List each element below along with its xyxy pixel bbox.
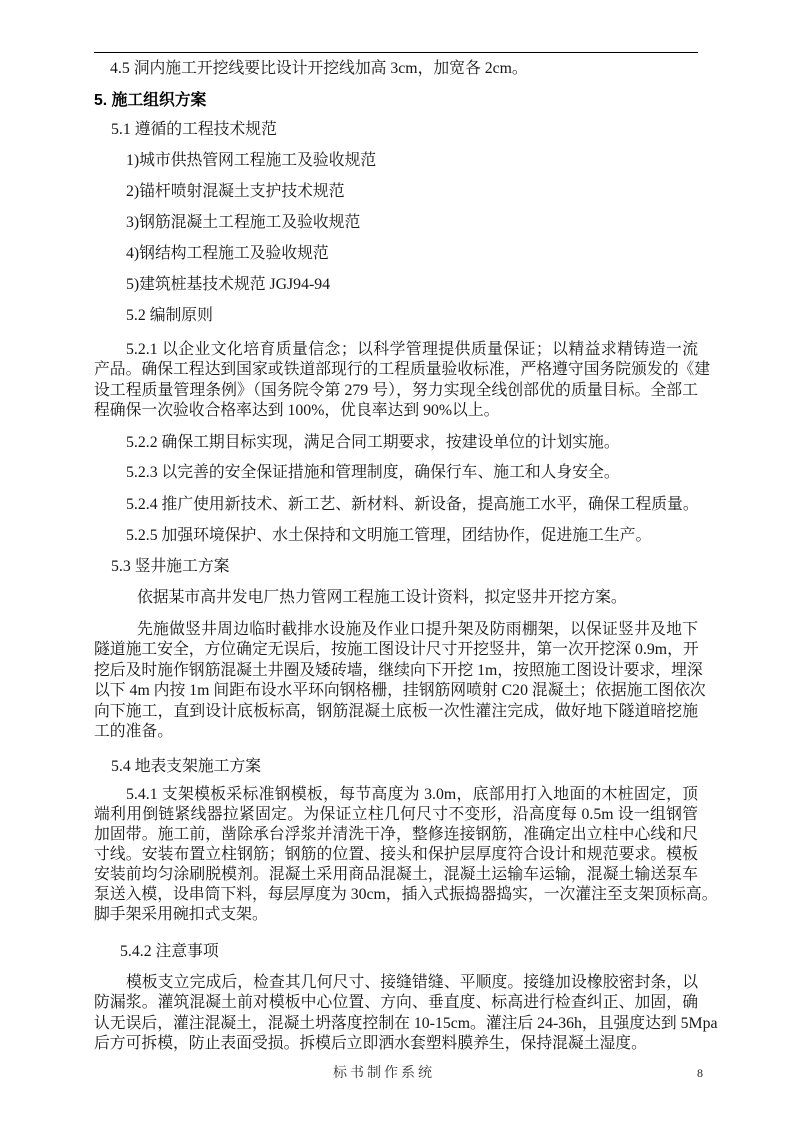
text-line: 5.2.3 以完善的安全保证措施和管理制度，确保行车、施工和人身安全。 (126, 464, 620, 481)
standard-item-1 (126, 151, 376, 171)
text-line: 安装前均匀涂刷脱模剂。混凝土采用商品混凝土，混凝土运输车运输，混凝土输送泵车 (94, 866, 698, 883)
text-line: 3)钢筋混凝土工程施工及验收规范 (126, 214, 361, 231)
text-line: 5.2 编制原则 (126, 307, 213, 324)
text-line: 防漏浆。灌筑混凝土前对模板中心位置、方向、垂直度、标高进行检查纠正、加固，确 (94, 994, 698, 1012)
principle-5-2-1 (94, 340, 711, 422)
text-line: 5.4 地表支架施工方案 (111, 758, 262, 775)
text-line: 5)建筑桩基技术规范 JGJ94-94 (126, 276, 331, 293)
subsection-5-4-title (111, 757, 261, 777)
text-line: 隧道施工安全，方位确定无误后，按施工图设计尺寸开挖竖井，第一次开挖深 0.9m，开 (94, 641, 699, 659)
text-line: 程确保一次验收合格率达到 100%，优良率达到 90%以上。 (94, 402, 500, 420)
principle-5-2-4 (126, 495, 699, 515)
principle-5-2-5 (126, 526, 651, 546)
text-line: 5.2.2 确保工期目标实现，满足合同工期要求，按建设单位的计划实施。 (126, 434, 620, 451)
text-line: 以下 4m 内按 1m 间距布设水平环向钢格栅，挂钢筋网喷射 C20 混凝土；依据施工图依次 (94, 682, 706, 700)
footer-title: 标书制作系统 (333, 1066, 435, 1081)
text-line: 5.4.1 支架模板采标准钢模板，每节高度为 3.0m，底部用打入地面的木桩固定，顶 (126, 786, 698, 803)
text-line: 模板支立完成后，检查其几何尺寸、接缝错缝、平顺度。接缝加设橡胶密封条，以 (126, 974, 698, 991)
subsection-5-2-title (126, 306, 213, 326)
text-line: 挖后及时施作钢筋混凝土井圈及矮砖墙，继续向下开挖 1m，按照施工图设计要求，埋深 (94, 661, 703, 679)
shaft-procedure-paragraph (94, 620, 706, 742)
header-rule (94, 52, 698, 53)
standard-item-2 (126, 182, 345, 202)
clause-5-4-2-body (94, 973, 718, 1055)
shaft-basis-paragraph (137, 588, 627, 608)
text-line: 脚手架采用碗扣式支架。 (94, 906, 268, 923)
text-line: 端利用倒链紧线器拉紧固定。为保证立柱几何尺寸不变形，沿高度每 0.5m 设一组钢管 (94, 806, 698, 823)
clause-5-4-1 (94, 785, 718, 925)
standard-item-4 (126, 244, 329, 264)
page-number: 8 (697, 1066, 703, 1080)
principle-5-2-3 (126, 463, 620, 483)
text-line: 后方可拆模，防止表面受损。拆模后立即洒水套塑料膜养生，保持混凝土湿度。 (94, 1035, 647, 1053)
clause-5-4-2-title (120, 942, 219, 962)
text-line: 设工程质量管理条例》（国务院令第 279 号），努力实现全线创部优的质量目标。全部工 (94, 381, 698, 399)
text-line: 5.2.4 推广使用新技术、新工艺、新材料、新设备，提高施工水平，确保工程质量。 (126, 496, 699, 513)
section-5-heading: 5. 施工组织方案 (94, 92, 207, 109)
text-line: 认无误后，灌注混凝土，混凝土坍落度控制在 10-15cm。灌注后 24-36h，且强度达到 5Mpa (94, 1014, 718, 1032)
text-line: 先施做竖井周边临时截排水设施及作业口提升架及防雨棚架，以保证竖井及地下 (137, 621, 698, 638)
text-line: 5.2.5 加强环境保护、水土保持和文明施工管理，团结协作，促进施工生产。 (126, 527, 652, 544)
principle-5-2-2 (126, 433, 620, 453)
text-line: 向下施工，直到设计底板标高，钢筋混凝土底板一次性灌注完成，做好地下隧道暗挖施 (94, 702, 698, 720)
text-line: 5.2.1 以企业文化培育质量信念；以科学管理提供质量保证；以精益求精铸造一流 (126, 341, 698, 358)
text-line: 加固带。施工前，凿除承台浮浆并清洗干净，整修连接钢筋，准确定出立柱中心线和尺 (94, 826, 698, 843)
text-line: 工的准备。 (94, 722, 173, 740)
standard-item-5 (126, 275, 330, 295)
text-line: 寸线。安装布置立柱钢筋；钢筋的位置、接头和保护层厚度符合设计和规范要求。模板 (94, 846, 698, 863)
standard-item-3 (126, 213, 360, 233)
text-line: 4)钢结构工程施工及验收规范 (126, 245, 329, 262)
text-line: 5.3 竖井施工方案 (111, 558, 230, 575)
text-line: 5.1 遵循的工程技术规范 (111, 121, 277, 138)
text-line: 4.5 洞内施工开挖线要比设计开挖线加高 3cm，加宽各 2cm。 (110, 60, 528, 77)
subsection-5-3-title (111, 557, 229, 577)
text-line: 泵送入模，设串筒下料，每层厚度为 30cm，插入式振捣器捣实，一次灌注至支架顶标高。 (94, 886, 718, 903)
text-line: 产品。确保工程达到国家或铁道部现行的工程质量验收标准，严格遵守国务院颁发的《建 (94, 361, 711, 379)
text-line: 2)锚杆喷射混凝土支护技术规范 (126, 183, 345, 200)
subsection-5-1-title (111, 120, 277, 140)
text-line: 1)城市供热管网工程施工及验收规范 (126, 152, 377, 169)
text-line: 依据某市高井发电厂热力管网工程施工设计资料，拟定竖井开挖方案。 (137, 589, 627, 606)
clause-4-5 (110, 59, 528, 79)
text-line: 5.4.2 注意事项 (120, 943, 219, 960)
